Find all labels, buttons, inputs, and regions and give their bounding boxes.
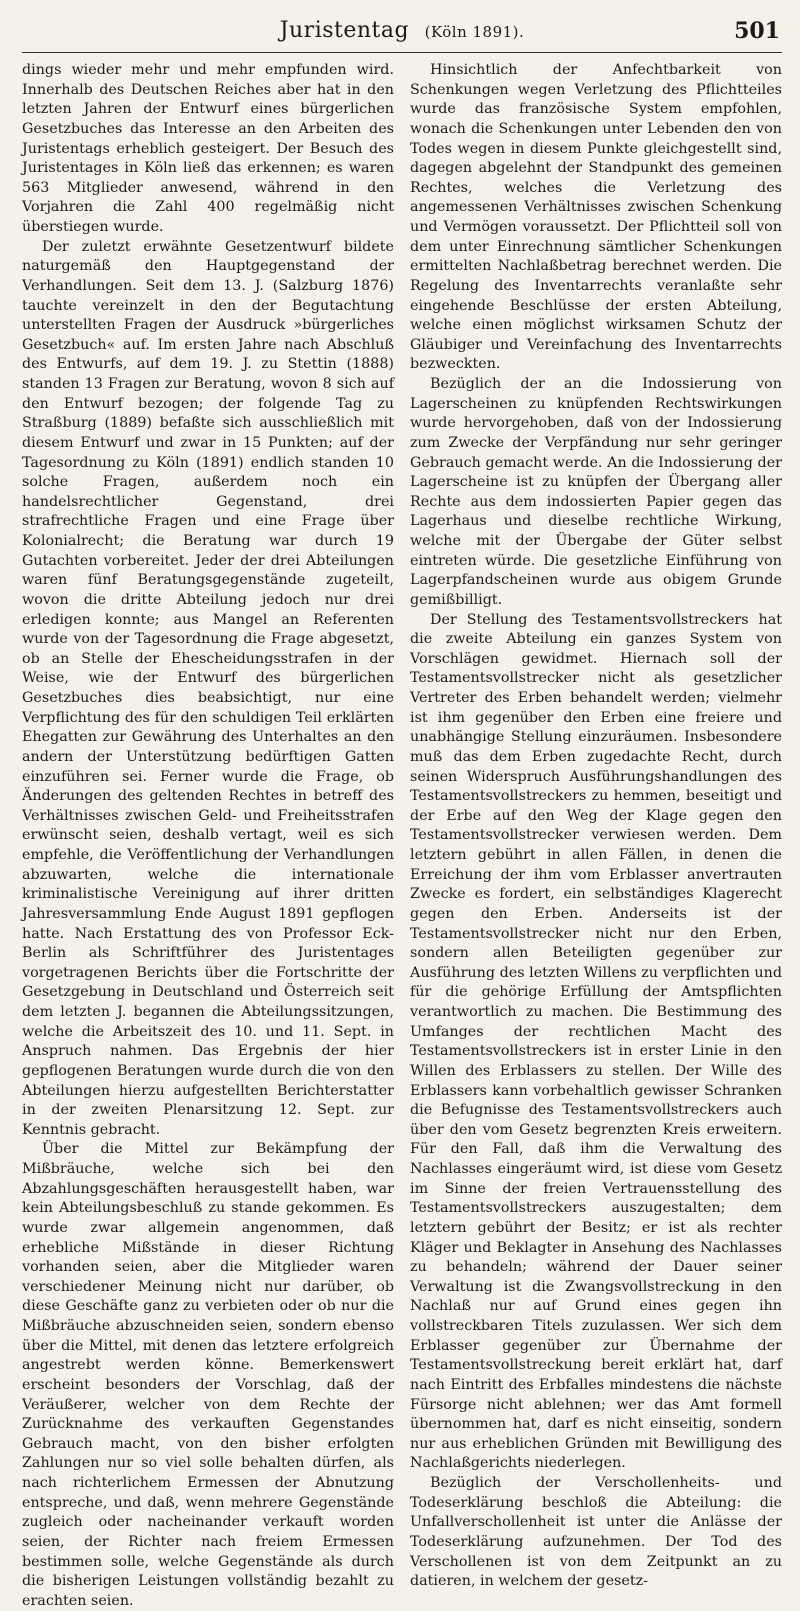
running-title: [22, 18, 782, 43]
text-columns: [22, 61, 782, 1609]
paragraph: dings wieder mehr und mehr empfunden wird. Innerhalb des Deutschen Reiches aber hat in den letzten Jahren der Entwurf eines bürgerlichen Gesetzbuches das Interesse an den Arbeiten des Juristentags erheblich gesteigert. Der Besuch des Juristentages in Köln ließ das erkennen; es waren 563 Mitglieder anwesend, während in den Vorjahren die Zahl 400 regelmäßig nicht überstiegen wurde.: [22, 62, 394, 235]
paragraph: Hinsichtlich der Anfechtbarkeit von Schenkungen wegen Verletzung des Pflichtteiles wurde das französische System empfohlen, wonach die Schenkungen unter Lebenden den von Todes wegen in diesem Punkte gleichgestellt sind, dagegen abgelehnt der Standpunkt des gemeinen Rechtes, welches die Verletzung des angemessenen Verhältnisses zwischen Schenkung und Vermögen voraussetzt. Der Pflichtteil soll von dem unter Einrechnung sämtlicher Schenkungen ermittelten Nachlaßbetrag berechnet werden. Die Regelung des Inventarrechts veranlaßte sehr eingehende Beschlüsse der ersten Abteilung, welche einen möglichst wirksamen Schutz der Gläubiger und Vereinfachung des Inventarrechts bezweckten.: [410, 62, 782, 373]
page-number: 501: [734, 18, 780, 44]
left-column: [22, 61, 394, 1609]
paragraph: Über die Mittel zur Bekämpfung der Mißbräuche, welche sich bei den Abzahlungsgeschäften herausgestellt haben, war kein Abteilungsbeschluß zu stande gekommen. Es wurde zwar allgemein angenommen, daß erhebliche Mißstände in dieser Richtung vorhanden seien, aber die Mitglieder waren verschiedener Meinung nicht nur darüber, ob diese Geschäfte ganz zu verbieten oder ob nur die Mißbräuche abzuschneiden seien, sondern ebenso über die Mittel, mit denen das letztere erfolgreich angestrebt werden könne. Bemerkenswert erscheint besonders der Vorschlag, daß der Veräußerer, welcher von dem Rechte der Zurücknahme des verkauften Gegenstandes Gebrauch macht, von den bisher erfolgten Zahlungen nur so viel solle behalten dürfen, als nach richterlichem Ermessen der Abnutzung entspreche, und daß, wenn mehrere Gegenstände zugleich oder nacheinander verkauft worden seien, der Richter nach freiem Ermessen bestimmen solle, welche Gegenstände als durch die bisherigen Leistungen vollständig bezahlt zu erachten seien.: [22, 1141, 394, 1609]
right-column: [410, 61, 782, 1590]
title-city: (Köln 1891).: [424, 23, 525, 41]
paragraph: Der zuletzt erwähnte Gesetzentwurf bildete naturgemäß den Hauptgegenstand der Verhandlungen. Seit dem 13. J. (Salzburg 1876) tauchte vereinzelt in den der Begutachtung unterstellten Fragen der Ausdruck »bürgerliches Gesetzbuch« auf. Im ersten Jahre nach Abschluß des Entwurfs, auf dem 19. J. zu Stettin (1888) standen 13 Fragen zur Beratung, wovon 8 sich auf den Entwurf bezogen; der folgende Tag zu Straßburg (1889) befaßte sich ausschließlich mit diesem Entwurf und zwar in 15 Punkten; auf der Tagesordnung zu Köln (1891) endlich standen 10 solche Fragen, außerdem noch ein handelsrechtlicher Gegenstand, drei strafrechtliche Fragen und eine Frage über Kolonialrecht; die Beratung war durch 19 Gutachten vorbereitet. Jeder der drei Abteilungen waren fünf Beratungsgegenstände zugeteilt, wovon die dritte Abteilung jedoch nur drei erledigen konnte; aus Mangel an Referenten wurde von der Tagesordnung die Frage abgesetzt, ob an Stelle der Ehescheidungsstrafen in der Weise, wie der Entwurf des bürgerlichen Gesetzbuches dies beabsichtigt, nur eine Verpflichtung des für den schuldigen Teil erklärten Ehegatten zur Gewährung des Unterhaltes an den andern der Unterstützung bedürftigen Gatten einzuführen sei. Ferner wurde die Frage, ob Änderungen des geltenden Rechtes in betreff des Verhältnisses zwischen Geld- und Freiheitsstrafen erwünscht seien, deshalb vertagt, weil es sich empfehle, die Veröffentlichung der Verhandlungen abzuwarten, welche die internationale kriminalistische Vereinigung auf ihrer dritten Jahresversammlung Ende August 1891 gepflogen hatte. Nach Erstattung des von Professor Eck-Berlin als Schriftführer des Juristentages vorgetragenen Berichts über die Fortschritte der Gesetzgebung in Deutschland und Österreich seit dem letzten J. begannen die Abteilungssitzungen, welche die Arbeitszeit des 10. und 11. Sept. in Anspruch nahmen. Das Ergebnis der hier gepflogenen Beratungen wurde durch die von den Abteilungen hierzu aufgestellten Berichterstatter in der zweiten Plenarsitzung 12. Sept. zur Kenntnis gebracht.: [22, 238, 394, 1138]
title-text: Juristentag: [279, 18, 410, 43]
paragraph: Bezüglich der an die Indossierung von Lagerscheinen zu knüpfenden Rechtswirkungen wurde hervorgehoben, daß von der Indossierung zum Zwecke der Verpfändung nur sehr geringer Gebrauch gemacht werde. An die Indossierung der Lagerscheine ist zu knüpfen der Übergang aller Rechte aus dem indossierten Papier gegen das Lagerhaus und dieselbe rechtliche Wirkung, welche mit der Übergabe der Güter selbst eintreten würde. Die gesetzliche Einführung von Lagerpfandscheinen wurde aus obigem Grunde gemißbilligt.: [410, 376, 782, 608]
paragraph: Der Stellung des Testamentsvollstreckers hat die zweite Abteilung ein ganzes System von Vorschlägen gewidmet. Hiernach soll der Testamentsvollstrecker nicht als gesetzlicher Vertreter des Erben behandelt werden; vielmehr ist ihm gegenüber den Erben eine freiere und unabhängige Stellung einzuräumen. Insbesondere muß das dem Erben zugedachte Recht, durch seinen Widerspruch Ausführungshandlungen des Testamentsvollstreckers zu hemmen, beseitigt und der Erbe auf den Weg der Klage gegen den Testamentsvollstrecker verwiesen werden. Dem letztern gebührt in allen Fällen, in denen die Erreichung der ihm vom Erblasser anvertrauten Zwecke es fordert, ein selbständiges Klagerecht gegen den Erben. Anderseits ist der Testamentsvollstrecker nicht nur den Erben, sondern allen Beteiligten gegenüber zur Ausführung des letzten Willens zu verpflichten und für die gehörige Erfüllung der Amtspflichten verantwortlich zu machen. Die Bestimmung des Umfanges der rechtlichen Macht des Testamentsvollstreckers ist in erster Linie in den Willen des Erblassers zu stellen. Der Wille des Erblassers kann vorbehaltlich gewisser Schranken die Befugnisse des Testamentsvollstreckers auch über den vom Gesetz begrenzten Kreis erweitern. Für den Fall, daß ihm die Verwaltung des Nachlasses eingeräumt wird, ist diese vom Gesetz im Sinne der freien Vertrauensstellung des Testamentsvollstreckers auszugestalten; dem letztern gebührt der Besitz; er ist als rechter Kläger und Beklagter in Ansehung des Nachlasses zu behandeln; während der Dauer seiner Verwaltung ist die Zwangsvollstreckung in den Nachlaß nur auf Grund eines gegen ihn vollstreckbaren Titels zuzulassen. Wer sich dem Erblasser gegenüber zur Übernahme der Testamentsvollstreckung bereit erklärt hat, darf nach Eintritt des Erbfalles mindestens die nächste Fürsorge nicht ablehnen; wer das Amt formell übernommen hat, darf es nicht einseitig, sondern nur aus erheblichen Gründen mit Bewilligung des Nachlaßgerichts niederlegen.: [410, 611, 782, 1472]
page-header: [22, 16, 782, 53]
paragraph: Bezüglich der Verschollenheits- und Todeserklärung beschloß die Abteilung: die Unfallverschollenheit ist unter die Anlässe der Todeserklärung aufzunehmen. Der Tod des Verschollenen ist von dem Zeitpunkt an zu datieren, in welchem der gesetz-: [410, 1475, 782, 1590]
